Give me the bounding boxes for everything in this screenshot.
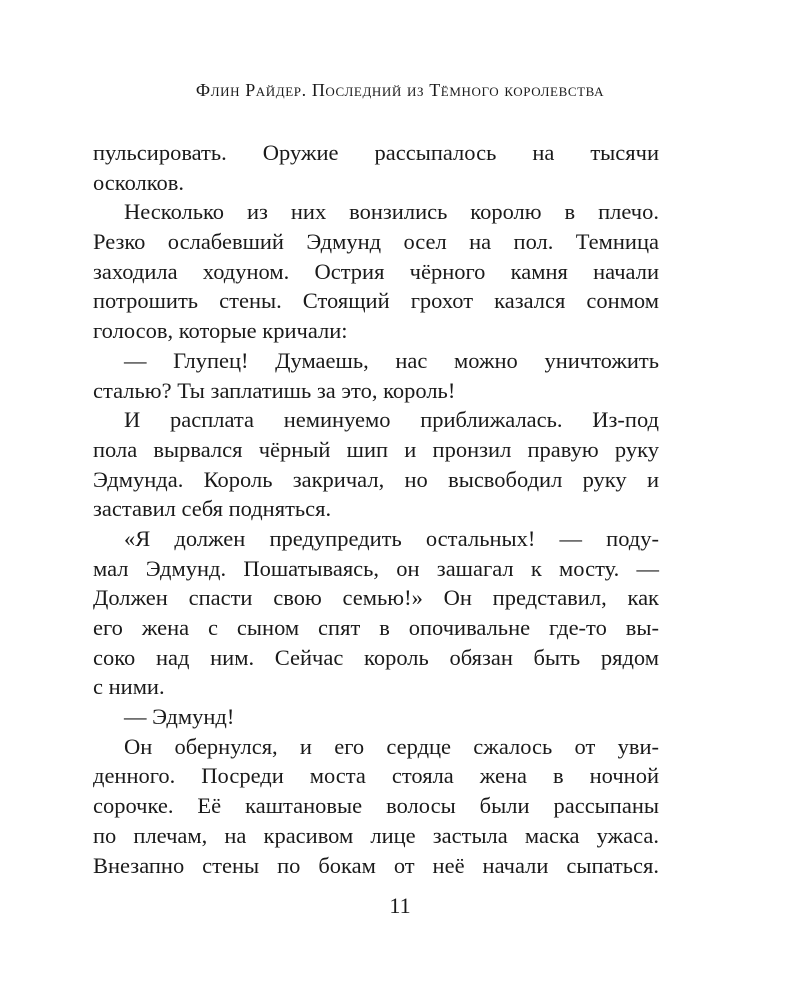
text-line: Эдмунда. Король закричал, но высвободил руку и <box>93 466 659 492</box>
running-header: Флин Райдер. Последний из Тёмного королевства <box>195 80 605 100</box>
text-line: пола вырвался чёрный шип и пронзил правую руку <box>93 436 659 462</box>
page-number: 11 <box>389 893 411 918</box>
text-line: мал Эдмунд. Пошатываясь, он зашагал к мосту. — <box>93 555 659 581</box>
text-line: Должен спасти свою семью!» Он представил, как <box>93 585 659 611</box>
text-line: сорочке. Её каштановые волосы были рассыпаны <box>93 793 659 819</box>
text-line: денного. Посреди моста стояла жена в ночной <box>93 763 659 789</box>
text-line: — Эдмунд! <box>124 704 235 730</box>
text-line: по плечам, на красивом лице застыла маска ужаса. <box>93 822 659 848</box>
text-line: сталью? Ты заплатишь за это, король! <box>93 377 456 403</box>
text-line: — Глупец! Думаешь, нас можно уничтожить <box>124 347 659 373</box>
text-line: с ними. <box>93 674 165 700</box>
text-line: соко над ним. Сейчас король обязан быть рядом <box>93 644 659 670</box>
text-line: Он обернулся, и его сердце сжалось от уви- <box>124 733 659 759</box>
text-line: потрошить стены. Стоящий грохот казался сонмом <box>93 288 659 314</box>
text-line: Внезапно стены по бокам от неё начали сыпаться. <box>93 852 659 878</box>
text-line: И расплата неминуемо приближалась. Из-под <box>124 407 659 433</box>
text-line: пульсировать. Оружие рассыпалось на тысячи <box>93 140 659 165</box>
text-line: его жена с сыном спят в опочивальне где-то вы- <box>93 615 659 640</box>
text-line: осколков. <box>93 169 185 195</box>
text-line: Несколько из них вонзились королю в плечо. <box>124 199 659 225</box>
text-line: заставил себя подняться. <box>93 496 332 522</box>
text-line: заходила ходуном. Острия чёрного камня начали <box>93 258 659 284</box>
body-text <box>93 138 659 880</box>
text-line: «Я должен предупредить остальных! — поду- <box>124 525 659 551</box>
text-line: голосов, которые кричали: <box>93 318 348 344</box>
text-line: Резко ослабевший Эдмунд осел на пол. Темница <box>93 229 659 255</box>
